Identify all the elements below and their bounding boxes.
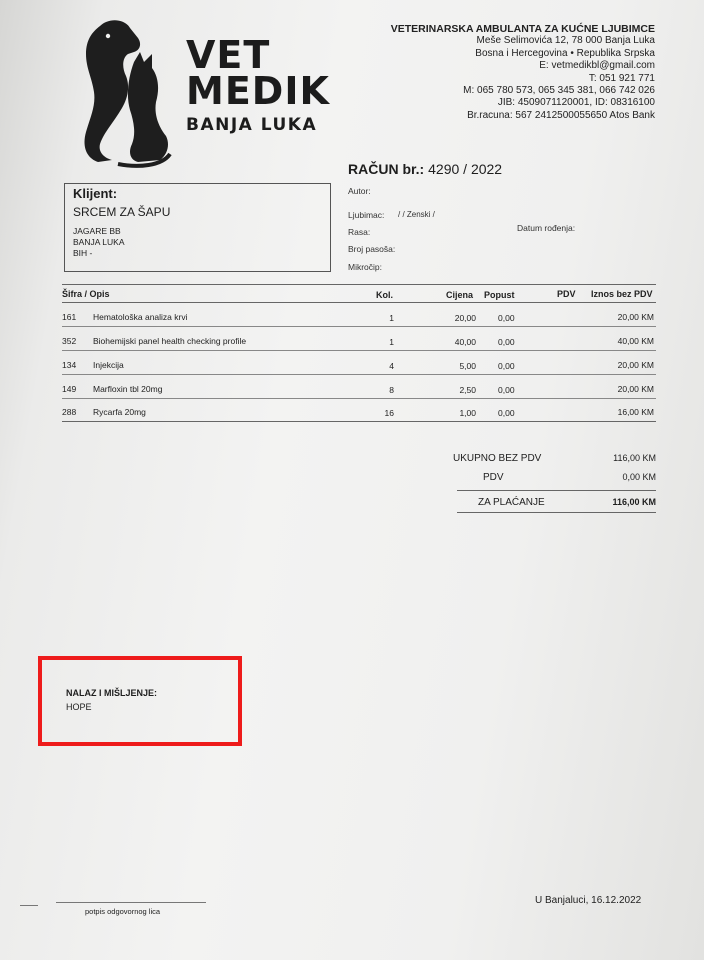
clinic-jib: JIB: 4509071120001, ID: 08316100 bbox=[497, 97, 655, 109]
clinic-account: Br.racuna: 567 2412500055650 Atos Bank bbox=[467, 109, 655, 121]
item-price: 1,00 bbox=[459, 408, 476, 418]
invoice-title bbox=[348, 161, 502, 177]
header-price: Cijena bbox=[446, 290, 474, 300]
logo-city-text: BANJA LUKA bbox=[186, 115, 318, 135]
item-qty: 16 bbox=[384, 408, 394, 418]
row-rule bbox=[62, 350, 656, 351]
header-qty: Kol. bbox=[376, 290, 393, 300]
item-qty: 8 bbox=[389, 385, 394, 395]
clinic-email: E: vetmedikbl@gmail.com bbox=[539, 60, 655, 72]
microchip-label: Mikročip: bbox=[348, 262, 383, 272]
item-price: 2,50 bbox=[459, 385, 476, 395]
clinic-phone: T: 051 921 771 bbox=[588, 72, 655, 84]
invoice-number: 4290 / 2022 bbox=[428, 161, 503, 177]
client-address bbox=[73, 226, 125, 259]
item-code: 161 bbox=[62, 312, 77, 322]
item-price: 20,00 bbox=[454, 313, 476, 323]
header-vat: PDV bbox=[557, 289, 576, 299]
clinic-info bbox=[391, 23, 655, 122]
header-code: Šifra / Opis bbox=[62, 289, 110, 299]
birthdate-label: Datum rođenja: bbox=[517, 223, 576, 233]
item-qty: 4 bbox=[389, 361, 394, 371]
logo-medik-text: MEDIK bbox=[186, 69, 330, 113]
pet-value: / / Zenski / bbox=[398, 210, 435, 219]
header-discount: Popust bbox=[484, 290, 515, 300]
signature-rule-left bbox=[20, 905, 38, 906]
item-price: 40,00 bbox=[454, 337, 476, 347]
clinic-mobile: M: 065 780 573, 065 345 381, 066 742 026 bbox=[463, 85, 655, 97]
item-total: 40,00 KM bbox=[617, 336, 654, 346]
item-total: 20,00 KM bbox=[617, 360, 654, 370]
client-name: SRCEM ZA ŠAPU bbox=[73, 205, 171, 219]
client-city: BANJA LUKA bbox=[73, 237, 125, 247]
item-discount: 0,00 bbox=[498, 385, 515, 395]
logo-vet-text: VET bbox=[186, 33, 271, 77]
header-rule bbox=[62, 302, 656, 303]
table-bottom-rule bbox=[62, 421, 656, 422]
client-box bbox=[64, 183, 331, 272]
client-country: BIH - bbox=[73, 248, 93, 258]
subtotal-label: UKUPNO BEZ PDV bbox=[453, 453, 542, 464]
clinic-address: Meše Selimovića 12, 78 000 Banja Luka bbox=[476, 35, 655, 47]
item-total: 20,00 KM bbox=[617, 312, 654, 322]
passport-label: Broj pasoša: bbox=[348, 244, 396, 254]
place-date: U Banjaluci, 16.12.2022 bbox=[535, 895, 642, 906]
vat-label: PDV bbox=[483, 472, 504, 483]
pay-value: 116,00 KM bbox=[612, 497, 656, 507]
pay-label: ZA PLAĆANJE bbox=[478, 497, 545, 508]
item-qty: 1 bbox=[389, 337, 394, 347]
signature-rule bbox=[56, 902, 206, 903]
row-rule bbox=[62, 374, 656, 375]
item-description: Biohemijski panel health checking profile bbox=[93, 336, 247, 346]
clinic-name: VETERINARSKA AMBULANTA ZA KUĆNE LJUBIMCE bbox=[390, 23, 655, 35]
totals-rule bbox=[457, 490, 656, 491]
breed-label: Rasa: bbox=[348, 227, 371, 237]
item-total: 16,00 KM bbox=[617, 407, 654, 417]
item-code: 134 bbox=[62, 360, 77, 370]
vat-value: 0,00 KM bbox=[622, 472, 656, 482]
header-total: Iznos bez PDV bbox=[591, 289, 653, 299]
item-code: 352 bbox=[62, 336, 77, 346]
item-code: 149 bbox=[62, 384, 77, 394]
highlight-box bbox=[38, 656, 242, 746]
item-description: Marfloxin tbl 20mg bbox=[93, 384, 163, 394]
client-street: JAGARE BB bbox=[73, 226, 121, 236]
client-heading: Klijent: bbox=[73, 186, 118, 201]
invoice-title-label: RAČUN br.: bbox=[348, 161, 425, 177]
autor-label: Autor: bbox=[348, 186, 371, 196]
findings-label: NALAZ I MIŠLJENJE: bbox=[66, 688, 158, 698]
table-top-rule bbox=[62, 284, 656, 285]
signature-label: potpis odgovornog lica bbox=[85, 907, 161, 916]
item-qty: 1 bbox=[389, 313, 394, 323]
pet-label: Ljubimac: bbox=[348, 210, 385, 220]
item-description: Rycarfa 20mg bbox=[93, 407, 146, 417]
item-total: 20,00 KM bbox=[617, 384, 654, 394]
findings-value: HOPE bbox=[66, 702, 92, 712]
item-discount: 0,00 bbox=[498, 361, 515, 371]
clinic-region: Bosna i Hercegovina • Republika Srpska bbox=[475, 47, 655, 59]
item-description: Hematološka analiza krvi bbox=[93, 312, 188, 322]
item-code: 288 bbox=[62, 407, 77, 417]
item-description: Injekcija bbox=[93, 360, 124, 370]
totals-bottom-rule bbox=[457, 512, 656, 513]
row-rule bbox=[62, 398, 656, 399]
dog-cat-silhouette-icon bbox=[78, 18, 174, 168]
item-discount: 0,00 bbox=[498, 408, 515, 418]
item-discount: 0,00 bbox=[498, 313, 515, 323]
item-discount: 0,00 bbox=[498, 337, 515, 347]
row-rule bbox=[62, 326, 656, 327]
item-price: 5,00 bbox=[459, 361, 476, 371]
subtotal-value: 116,00 KM bbox=[613, 453, 656, 463]
